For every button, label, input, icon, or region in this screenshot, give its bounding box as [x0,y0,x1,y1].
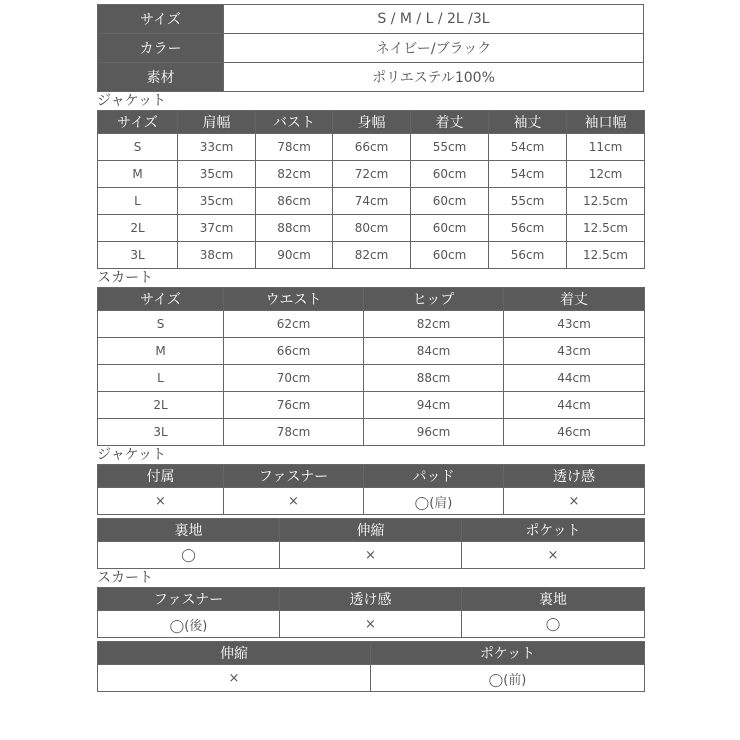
measurement-cell: 33cm [178,134,256,161]
measurement-cell: 44cm [504,392,645,419]
measurement-cell: 72cm [333,161,411,188]
attribute-header: 伸縮 [280,519,462,542]
measurement-cell: 37cm [178,215,256,242]
jacket-attributes-table-2 [97,518,645,569]
measurement-cell: 60cm [411,242,489,269]
table-row [98,188,645,215]
table-row [98,542,645,569]
info-label: 素材 [98,63,224,92]
table-row [98,242,645,269]
measurement-cell: 74cm [333,188,411,215]
size-label: 2L [98,392,224,419]
column-header: ヒップ [364,288,504,311]
measurement-cell: 55cm [489,188,567,215]
attribute-header: パッド [364,465,504,488]
section-title-skirt-attributes: スカート [97,570,153,586]
column-header: 身幅 [333,111,411,134]
size-label: L [98,365,224,392]
attribute-header: ファスナー [224,465,364,488]
measurement-cell: 35cm [178,161,256,188]
measurement-cell: 12cm [567,161,645,188]
attribute-header: 裏地 [462,588,645,611]
attribute-header: 透け感 [280,588,462,611]
attribute-header: ポケット [462,519,645,542]
column-header: 肩幅 [178,111,256,134]
jacket-attributes-table-1 [97,464,645,515]
table-row [98,488,645,515]
attribute-value: × [504,488,645,515]
size-label: S [98,134,178,161]
measurement-cell: 55cm [411,134,489,161]
skirt-attributes-table-2 [97,641,645,692]
section-title-jacket: ジャケット [97,93,167,109]
measurement-cell: 54cm [489,134,567,161]
table-row [98,419,645,446]
attribute-value: × [98,488,224,515]
column-header: 袖丈 [489,111,567,134]
attribute-value: ◯ [462,611,645,638]
measurement-cell: 62cm [224,311,364,338]
skirt-attributes-table-1 [97,587,645,638]
info-value: ポリエステル100% [224,63,644,92]
measurement-cell: 84cm [364,338,504,365]
table-row [98,611,645,638]
measurement-cell: 86cm [256,188,333,215]
table-row [98,392,645,419]
table-header-row [98,465,645,488]
measurement-cell: 12.5cm [567,215,645,242]
measurement-cell: 56cm [489,215,567,242]
measurement-cell: 60cm [411,188,489,215]
measurement-cell: 35cm [178,188,256,215]
measurement-cell: 56cm [489,242,567,269]
size-label: 3L [98,242,178,269]
measurement-cell: 60cm [411,161,489,188]
size-label: L [98,188,178,215]
measurement-cell: 12.5cm [567,242,645,269]
table-header-row [98,288,645,311]
measurement-cell: 44cm [504,365,645,392]
table-row [98,134,645,161]
info-row-size [98,5,644,34]
measurement-cell: 88cm [364,365,504,392]
measurement-cell: 46cm [504,419,645,446]
measurement-cell: 60cm [411,215,489,242]
info-value: S / M / L / 2L /3L [224,5,644,34]
attribute-value: × [462,542,645,569]
measurement-cell: 82cm [256,161,333,188]
measurement-cell: 70cm [224,365,364,392]
measurement-cell: 66cm [224,338,364,365]
attribute-value: × [280,611,462,638]
column-header: バスト [256,111,333,134]
measurement-cell: 90cm [256,242,333,269]
attribute-value: ◯(後) [98,611,280,638]
measurement-cell: 96cm [364,419,504,446]
jacket-size-table [97,110,645,269]
measurement-cell: 80cm [333,215,411,242]
measurement-cell: 94cm [364,392,504,419]
section-title-skirt: スカート [97,270,153,286]
attribute-header: ポケット [371,642,645,665]
measurement-cell: 82cm [333,242,411,269]
attribute-value: ◯(前) [371,665,645,692]
info-label: サイズ [98,5,224,34]
table-row [98,338,645,365]
section-title-jacket-attributes: ジャケット [97,447,167,463]
column-header: ウエスト [224,288,364,311]
table-row [98,215,645,242]
table-header-row [98,111,645,134]
measurement-cell: 43cm [504,311,645,338]
size-label: S [98,311,224,338]
attribute-value: ◯ [98,542,280,569]
size-label: M [98,161,178,188]
measurement-cell: 12.5cm [567,188,645,215]
measurement-cell: 54cm [489,161,567,188]
table-row [98,665,645,692]
table-header-row [98,642,645,665]
table-row [98,161,645,188]
column-header: 着丈 [504,288,645,311]
table-header-row [98,519,645,542]
column-header: サイズ [98,288,224,311]
table-header-row [98,588,645,611]
attribute-value: × [280,542,462,569]
attribute-header: 伸縮 [98,642,371,665]
measurement-cell: 88cm [256,215,333,242]
measurement-cell: 66cm [333,134,411,161]
attribute-value: × [224,488,364,515]
measurement-cell: 43cm [504,338,645,365]
product-info-table [97,4,644,92]
table-row [98,311,645,338]
info-row-material [98,63,644,92]
info-row-color [98,34,644,63]
attribute-header: 透け感 [504,465,645,488]
table-row [98,365,645,392]
info-value: ネイビー/ブラック [224,34,644,63]
attribute-value: × [98,665,371,692]
attribute-header: 付属 [98,465,224,488]
measurement-cell: 76cm [224,392,364,419]
size-label: 2L [98,215,178,242]
size-label: 3L [98,419,224,446]
skirt-size-table [97,287,645,446]
column-header: 袖口幅 [567,111,645,134]
column-header: 着丈 [411,111,489,134]
size-label: M [98,338,224,365]
measurement-cell: 78cm [224,419,364,446]
measurement-cell: 11cm [567,134,645,161]
attribute-value: ◯(肩) [364,488,504,515]
info-label: カラー [98,34,224,63]
spec-sheet [97,4,644,692]
measurement-cell: 38cm [178,242,256,269]
attribute-header: 裏地 [98,519,280,542]
measurement-cell: 78cm [256,134,333,161]
attribute-header: ファスナー [98,588,280,611]
measurement-cell: 82cm [364,311,504,338]
column-header: サイズ [98,111,178,134]
